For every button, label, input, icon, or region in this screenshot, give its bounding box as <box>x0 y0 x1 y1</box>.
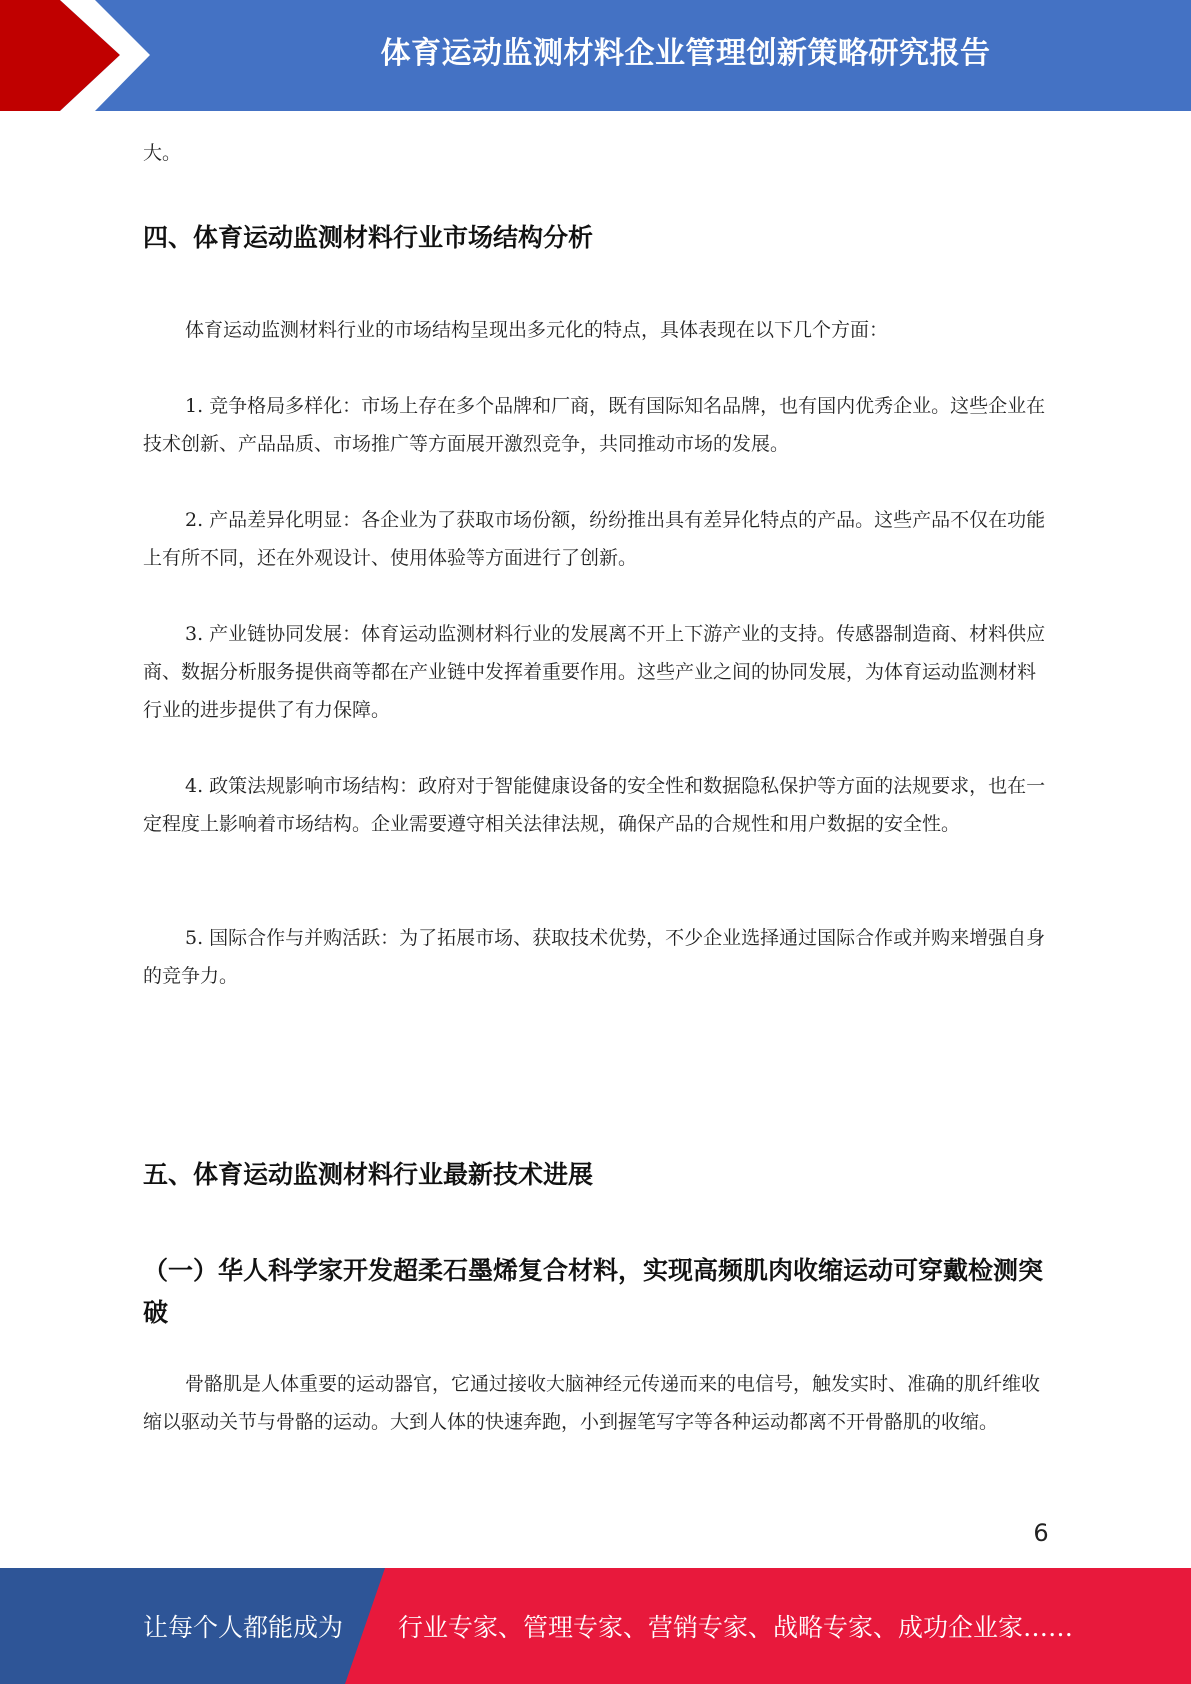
list-item: 4. 政策法规影响市场结构：政府对于智能健康设备的安全性和数据隐私保护等方面的法规要求，也在一定程度上影响着市场结构。企业需要遵守相关法律法规，确保产品的合规性和用户数据的安全性。 <box>143 775 1046 835</box>
footer-slogan-lead: 让每个人都能成为 <box>143 1613 344 1642</box>
section-5-paragraph: 骨骼肌是人体重要的运动器官，它通过接收大脑神经元传递而来的电信号，触发实时、准确的肌纤维收缩以驱动关节与骨骼的运动。大到人体的快速奔跑，小到握笔写字等各种运动都离不开骨骼肌的收缩。 <box>143 1373 1041 1433</box>
section-5-heading: 五、体育运动监测材料行业最新技术进展 <box>143 1160 594 1189</box>
page-footer <box>0 1568 1191 1684</box>
list-item: 2. 产品差异化明显：各企业为了获取市场份额，纷纷推出具有差异化特点的产品。这些产品不仅在功能上有所不同，还在外观设计、使用体验等方面进行了创新。 <box>143 509 1046 569</box>
footer-slogan-roles: 行业专家、管理专家、营销专家、战略专家、成功企业家…… <box>398 1613 1074 1642</box>
continuation-text: 大。 <box>143 142 182 164</box>
list-item: 5. 国际合作与并购活跃：为了拓展市场、获取技术优势，不少企业选择通过国际合作或并购来增强自身的竞争力。 <box>143 927 1046 987</box>
page-number: 6 <box>1033 1519 1049 1547</box>
section-4-intro: 体育运动监测材料行业的市场结构呈现出多元化的特点，具体表现在以下几个方面： <box>185 319 889 341</box>
report-title: 体育运动监测材料企业管理创新策略研究报告 <box>380 36 991 71</box>
subsection-heading: （一）华人科学家开发超柔石墨烯复合材料，实现高频肌肉收缩运动可穿戴检测突破 <box>143 1256 1044 1327</box>
page-header <box>0 0 1191 111</box>
section-4-heading: 四、体育运动监测材料行业市场结构分析 <box>143 223 594 252</box>
list-item: 3. 产业链协同发展：体育运动监测材料行业的发展离不开上下游产业的支持。传感器制造商、材料供应商、数据分析服务提供商等都在产业链中发挥着重要作用。这些产业之间的协同发展，为体育运动监测材料行业的进步提供了有力保障。 <box>143 623 1046 721</box>
list-item: 1. 竞争格局多样化：市场上存在多个品牌和厂商，既有国际知名品牌，也有国内优秀企业。这些企业在技术创新、产品品质、市场推广等方面展开激烈竞争，共同推动市场的发展。 <box>143 395 1046 455</box>
